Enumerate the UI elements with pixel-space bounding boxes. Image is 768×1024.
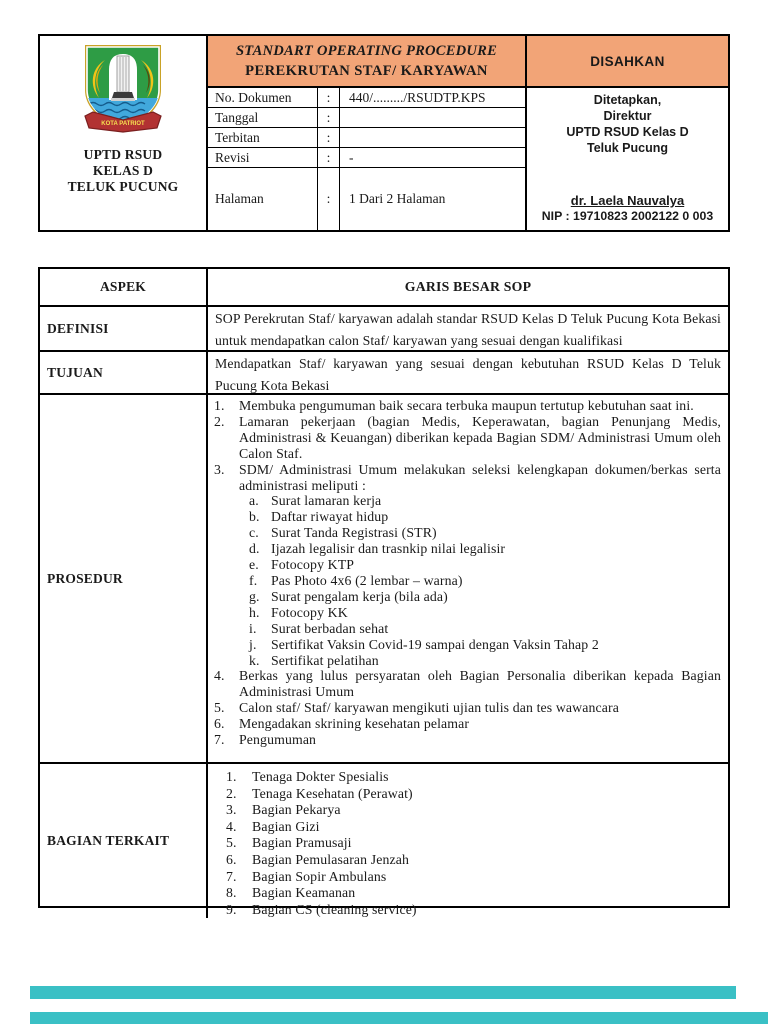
list-item: [249, 557, 721, 573]
meta-colon: :: [318, 148, 340, 167]
signer-nip: NIP : 19710823 2002122 0 003: [541, 209, 714, 223]
list-text: Pengumuman: [239, 732, 317, 748]
list-text: Bagian Sopir Ambulans: [252, 868, 387, 884]
list-item: [226, 885, 721, 902]
prosedur-row: [40, 395, 728, 764]
meta-label: Tanggal: [208, 108, 318, 127]
list-text: Pas Photo 4x6 (2 lembar – warna): [271, 572, 463, 588]
list-text: Membuka pengumuman baik secara terbuka maupun tertutup kebutuhan saat ini.: [239, 398, 694, 413]
list-item: [249, 573, 721, 589]
list-text: Bagian Pemulasaran Jenzah: [252, 851, 410, 867]
list-item: [214, 462, 721, 494]
list-item: [226, 869, 721, 886]
meta-value: [340, 128, 525, 147]
list-marker: 2.: [226, 785, 237, 801]
approval-line: UPTD RSUD Kelas D: [566, 125, 689, 139]
list-marker: 9.: [226, 901, 237, 917]
list-item: [249, 589, 721, 605]
sub-list: [249, 493, 721, 668]
letterhead-table: [38, 34, 730, 232]
meta-label: No. Dokumen: [208, 88, 318, 107]
org-name: [68, 147, 179, 195]
list-item: [226, 902, 721, 919]
document-title-line1: STANDART OPERATING PROCEDURE: [235, 42, 498, 59]
bagian-terkait-row: [40, 764, 728, 918]
list-item: [214, 732, 721, 748]
list-marker: j.: [249, 636, 257, 652]
org-name-line: TELUK PUCUNG: [67, 179, 179, 194]
tujuan-row: [40, 352, 728, 395]
list-item: [214, 414, 721, 462]
list-marker: i.: [249, 620, 257, 636]
list-marker: 6.: [214, 716, 225, 732]
list-item: [226, 819, 721, 836]
list-item: [214, 716, 721, 732]
list-marker: 7.: [226, 868, 237, 884]
list-item: [226, 802, 721, 819]
meta-value: [340, 108, 525, 127]
list-text: Bagian Pekarya: [252, 802, 341, 818]
signer-name: dr. Laela Nauvalya: [570, 193, 685, 208]
document-meta-rows: [208, 88, 525, 230]
list-marker: 2.: [214, 413, 225, 429]
sop-table: [38, 267, 730, 917]
list-text: Ijazah legalisir dan trasnkip nilai legalisir: [271, 541, 506, 557]
list-marker: 8.: [226, 885, 237, 901]
list-marker: g.: [249, 588, 260, 604]
signer-block: [542, 192, 713, 223]
approval-line: Teluk Pucung: [586, 141, 669, 155]
meta-value: 1 Dari 2 Halaman: [349, 191, 446, 206]
list-marker: a.: [249, 493, 259, 509]
bagian-terkait-list: [226, 769, 721, 918]
list-text: Bagian Keamanan: [252, 885, 356, 901]
meta-row-tanggal: [208, 108, 525, 128]
aspect-column-header: ASPEK: [40, 269, 208, 305]
list-marker: 5.: [226, 835, 237, 851]
list-text: SDM/ Administrasi Umum melakukan seleksi kelengkapan dokumen/berkas serta administrasi meliputi :: [239, 461, 721, 493]
approval-line: Ditetapkan,: [593, 93, 662, 107]
list-text: Bagian CS (cleaning service): [252, 901, 417, 917]
list-item: [249, 653, 721, 669]
list-item: [214, 398, 721, 414]
org-name-line: KELAS D: [92, 163, 154, 178]
list-marker: 6.: [226, 851, 237, 867]
list-text: Calon staf/ Staf/ karyawan mengikuti ujian tulis dan tes wawancara: [239, 700, 619, 716]
list-marker: 1.: [214, 398, 225, 413]
list-text: Daftar riwayat hidup: [271, 509, 389, 525]
outline-column-header: GARIS BESAR SOP: [404, 279, 532, 294]
list-item: [249, 621, 721, 637]
list-marker: b.: [249, 509, 260, 525]
meta-colon: :: [318, 168, 340, 230]
meta-colon: :: [318, 108, 340, 127]
tujuan-text: Mendapatkan Staf/ karyawan yang sesuai dengan kebutuhan RSUD Kelas D Teluk Pucung Kota Bekasi: [215, 356, 721, 393]
list-text: Fotocopy KK: [271, 604, 348, 620]
list-text: Sertifikat pelatihan: [271, 652, 379, 668]
list-item: [226, 852, 721, 869]
list-marker: c.: [249, 525, 259, 541]
list-text: Fotocopy KTP: [271, 557, 355, 573]
list-marker: 4.: [214, 668, 225, 684]
meta-colon: :: [318, 88, 340, 107]
list-text: Surat pengalam kerja (bila ada): [271, 588, 448, 604]
list-marker: 4.: [226, 818, 237, 834]
letterhead-middle-column: [208, 36, 527, 230]
list-text: Bagian Pramusaji: [252, 835, 352, 851]
list-text: Tenaga Kesehatan (Perawat): [252, 785, 413, 801]
list-item: [226, 835, 721, 852]
list-text: Lamaran pekerjaan (bagian Medis, Keperawatan, bagian Penunjang Medis, Administrasi & Keuangan) diberikan kepada Bagian SDM/ Administrasi Umum oleh Calon Staf.: [239, 413, 721, 461]
approval-header: DISAHKAN: [527, 36, 728, 88]
definisi-text: SOP Perekrutan Staf/ karyawan adalah standar RSUD Kelas D Teluk Pucung Kota Bekasi untuk mendapatkan calon Staf/ karyawan yang sesuai dengan kualifikasi: [215, 311, 721, 348]
list-marker: 5.: [214, 700, 225, 716]
list-marker: 3.: [214, 461, 225, 477]
list-text: Surat lamaran kerja: [271, 493, 382, 509]
definisi-label: DEFINISI: [40, 307, 208, 350]
approval-line: Direktur: [603, 109, 652, 123]
meta-row-no-dokumen: [208, 88, 525, 108]
sop-table-header-row: [40, 269, 728, 307]
bagian-terkait-label: BAGIAN TERKAIT: [40, 764, 208, 918]
list-item: [249, 493, 721, 509]
document-title-cell: [208, 36, 525, 88]
tujuan-label: TUJUAN: [40, 352, 208, 393]
org-name-line: UPTD RSUD: [83, 147, 163, 162]
approval-block: [527, 88, 728, 230]
emblem-banner-text: KOTA PATRIOT: [101, 121, 145, 127]
list-text: Mengadakan skrining kesehatan pelamar: [239, 716, 470, 732]
document-title-line2: PEREKRUTAN STAF/ KARYAWAN: [245, 62, 488, 79]
list-item: [249, 541, 721, 557]
list-marker: e.: [249, 557, 259, 573]
list-marker: 7.: [214, 732, 225, 748]
list-marker: h.: [249, 604, 260, 620]
list-text: Sertifikat Vaksin Covid-19 sampai dengan Vaksin Tahap 2: [271, 636, 599, 652]
letterhead-approval-column: [527, 36, 728, 230]
list-marker: 3.: [226, 802, 237, 818]
prosedur-label: PROSEDUR: [40, 395, 208, 762]
meta-row-halaman: [208, 168, 525, 230]
meta-label: Halaman: [208, 168, 318, 230]
list-text: Surat berbadan sehat: [271, 620, 389, 636]
list-text: Surat Tanda Registrasi (STR): [271, 525, 437, 541]
list-text: Berkas yang lulus persyaratan oleh Bagian Personalia diberikan kepada Bagian Administrasi Umum: [239, 668, 721, 700]
list-marker: 1.: [226, 769, 237, 784]
meta-label: Revisi: [208, 148, 318, 167]
list-text: Tenaga Dokter Spesialis: [252, 769, 389, 784]
kota-bekasi-emblem-icon: [77, 40, 169, 138]
page-separator-bar-top: [30, 986, 736, 999]
list-item: [249, 637, 721, 653]
list-item: [214, 668, 721, 700]
list-item: [214, 700, 721, 716]
meta-row-revisi: [208, 148, 525, 168]
list-item: [226, 786, 721, 803]
page-separator-bar-bottom: [30, 1012, 768, 1024]
list-marker: k.: [249, 652, 260, 668]
list-item: [249, 525, 721, 541]
meta-colon: :: [318, 128, 340, 147]
list-item: [249, 605, 721, 621]
prosedur-list: [214, 398, 721, 748]
meta-value: 440/........./RSUDTP.KPS: [349, 89, 486, 105]
list-marker: f.: [249, 572, 258, 588]
definisi-row: [40, 307, 728, 352]
list-item: [249, 509, 721, 525]
meta-row-terbitan: [208, 128, 525, 148]
list-item: [226, 769, 721, 786]
list-marker: d.: [249, 541, 260, 557]
meta-label: Terbitan: [208, 128, 318, 147]
list-text: Bagian Gizi: [252, 818, 320, 834]
meta-value: -: [349, 149, 354, 165]
letterhead-logo-cell: [40, 36, 208, 230]
approval-lines: [566, 92, 688, 156]
